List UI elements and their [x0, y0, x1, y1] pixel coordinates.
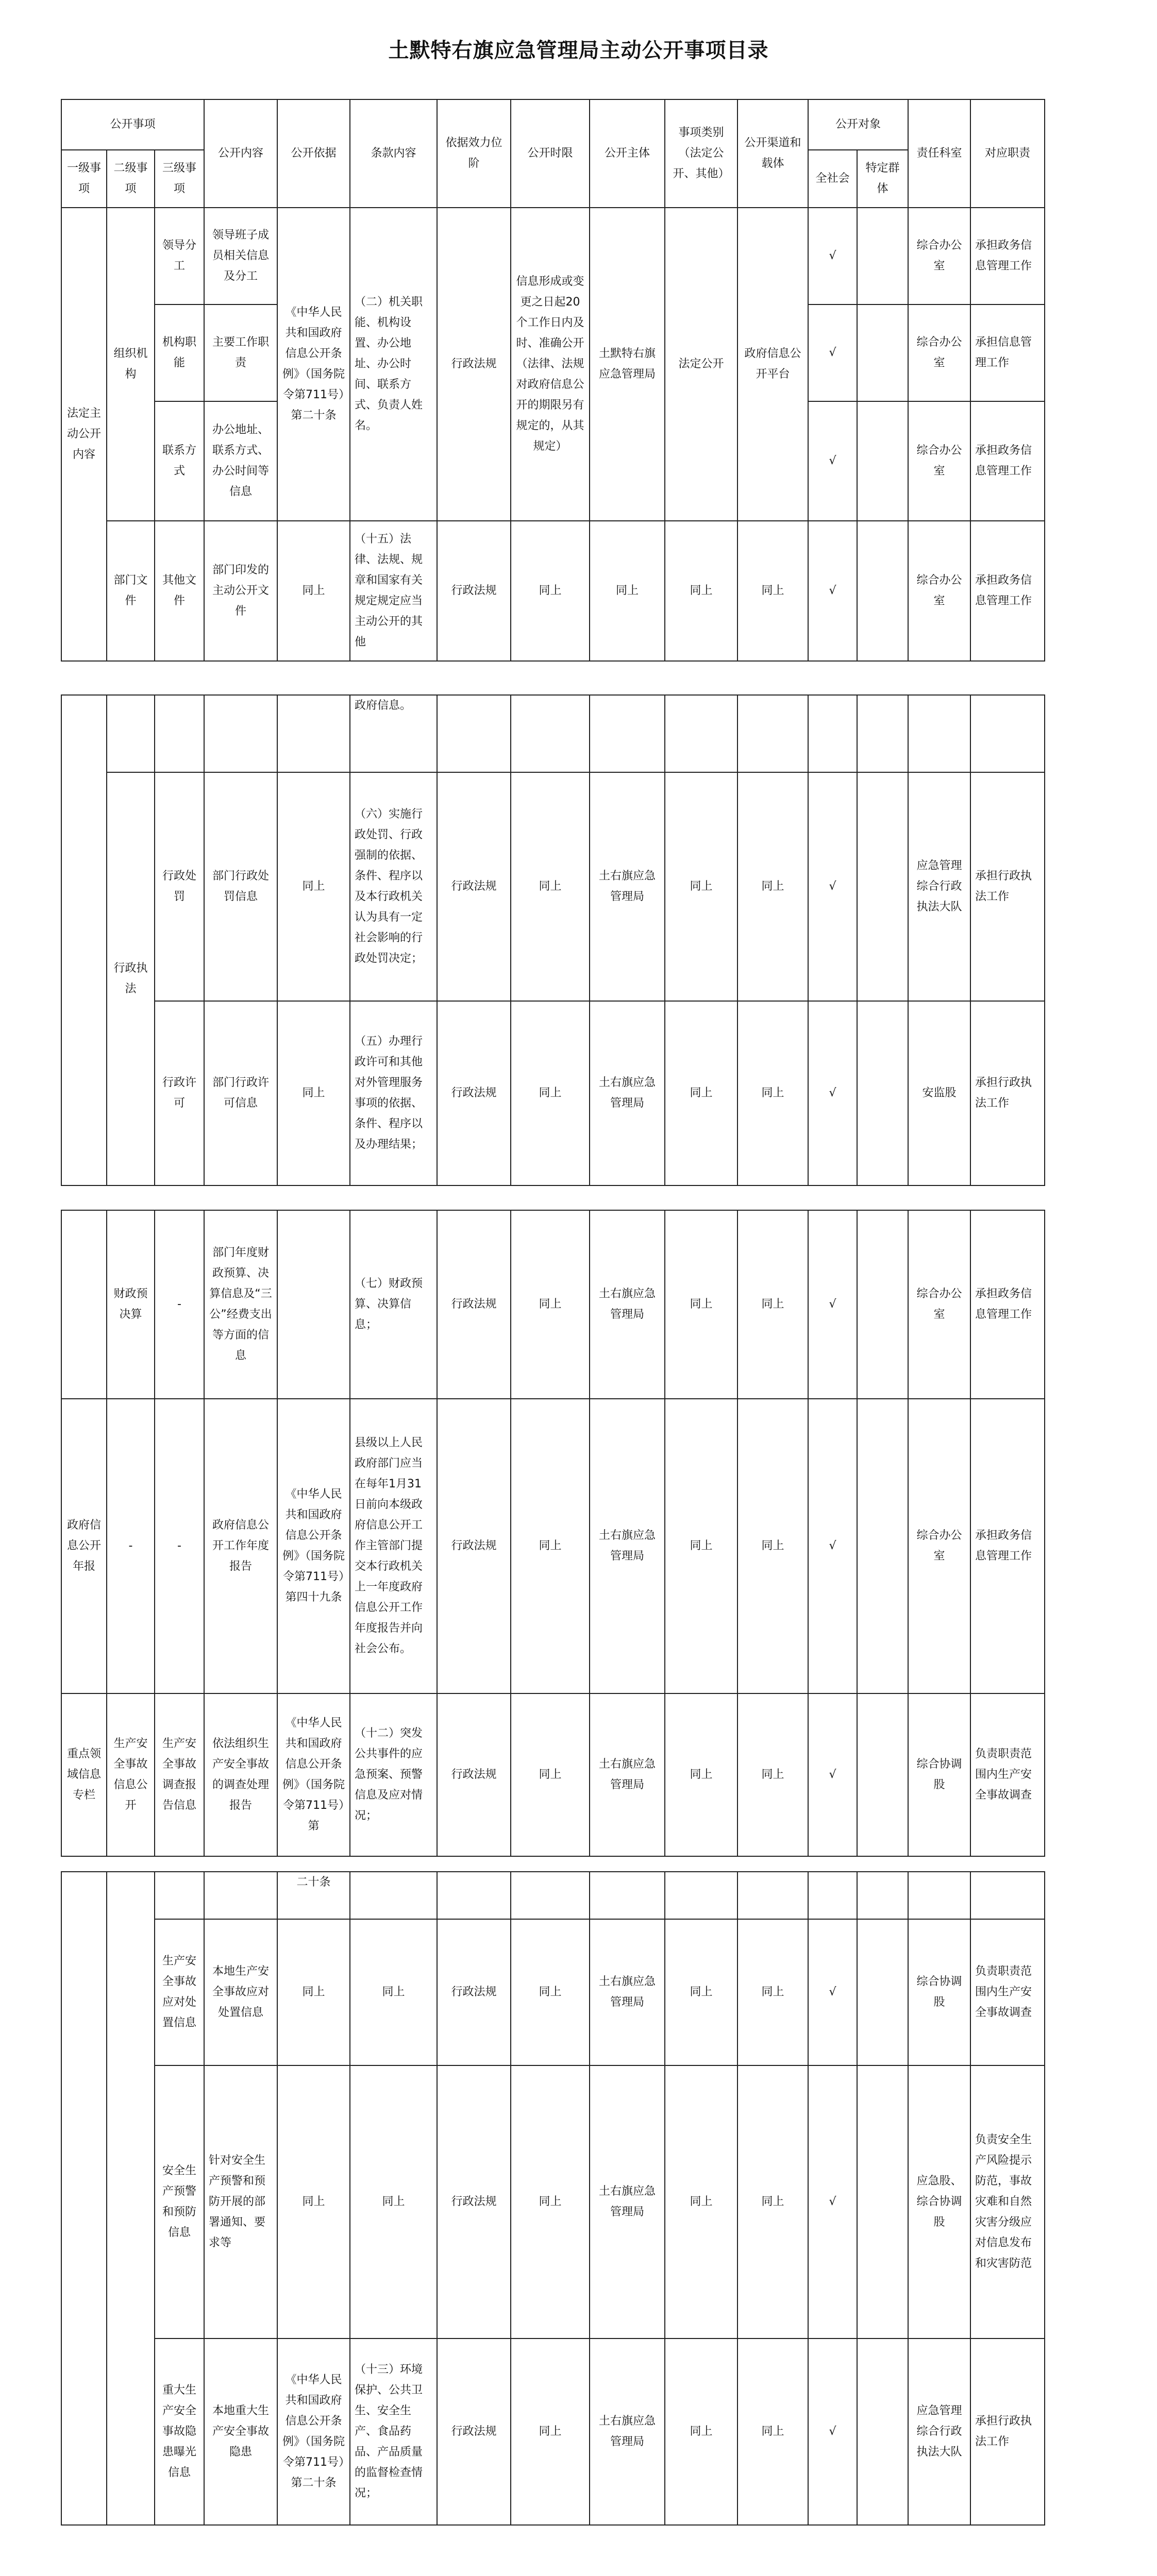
- level3-cell: 联系方式: [155, 401, 204, 521]
- clause-cell: （十三）环境保护、公共卫生、安全生产、食品药品、产品质量的监督检查情况；: [350, 2338, 437, 2525]
- check-specific-cell: [857, 1399, 908, 1693]
- check-all-cell: √: [808, 2338, 857, 2525]
- duty-cell: 承担行政执法工作: [970, 1001, 1045, 1185]
- category-cell: 法定公开: [665, 208, 737, 521]
- header-rank: 依据效力位阶: [437, 99, 511, 208]
- duty-cell: 承担信息管理工作: [970, 304, 1045, 401]
- subject-cell: [590, 1872, 665, 1919]
- directory-table-part-2: [61, 694, 1045, 1186]
- rank-cell: 行政法规: [437, 1001, 511, 1185]
- check-specific-cell: [857, 1210, 908, 1399]
- level1-cell: [61, 1210, 107, 1399]
- duty-cell: 负责职责范围内生产安全事故调查: [970, 1919, 1045, 2065]
- time-cell: 同上: [511, 1693, 590, 1856]
- duty-cell: 承担政务信息管理工作: [970, 401, 1045, 521]
- check-specific-cell: [857, 208, 908, 304]
- dept-cell: 综合协调股: [908, 1693, 970, 1856]
- time-cell: [511, 1872, 590, 1919]
- category-cell: [665, 695, 737, 772]
- level2-cell: 财政预决算: [107, 1210, 155, 1399]
- check-all-cell: √: [808, 1210, 857, 1399]
- clause-cell: 县级以上人民政府部门应当在每年1月31日前向本级政府信息公开工作主管部门提交本行政机关上一年度政府信息公开工作年度报告并向社会公布。: [350, 1399, 437, 1693]
- check-specific-cell: [857, 2338, 908, 2525]
- subject-cell: 土右旗应急管理局: [590, 1693, 665, 1856]
- level2-cell: 行政执法: [107, 772, 155, 1185]
- duty-cell: 负责职责范围内生产安全事故调查: [970, 1693, 1045, 1856]
- time-cell: 同上: [511, 1001, 590, 1185]
- check-all-cell: √: [808, 401, 857, 521]
- header-all: 全社会: [808, 150, 857, 208]
- level1-cell: 法定主动公开内容: [61, 208, 107, 661]
- check-all-cell: √: [808, 521, 857, 661]
- dept-cell: 综合办公室: [908, 401, 970, 521]
- basis-cell: 《中华人民共和国政府信息公开条例》（国务院令第711号）第二十条: [277, 208, 350, 521]
- basis-cell: 二十条: [277, 1872, 350, 1919]
- basis-cell: [277, 695, 350, 772]
- check-all-cell: √: [808, 208, 857, 304]
- basis-cell: 同上: [277, 2065, 350, 2338]
- channel-cell: 政府信息公开平台: [737, 208, 808, 521]
- channel-cell: 同上: [737, 2338, 808, 2525]
- level3-cell: [155, 1872, 204, 1919]
- level1-cell: 重点领域信息专栏: [61, 1693, 107, 1856]
- subject-cell: 土右旗应急管理局: [590, 1001, 665, 1185]
- level3-cell: 生产安全事故应对处置信息: [155, 1919, 204, 2065]
- header-dept: 责任科室: [908, 99, 970, 208]
- check-all-cell: √: [808, 2065, 857, 2338]
- category-cell: [665, 1872, 737, 1919]
- category-cell: 同上: [665, 772, 737, 1001]
- channel-cell: 同上: [737, 772, 808, 1001]
- basis-cell: [277, 1210, 350, 1399]
- subject-cell: 同上: [590, 521, 665, 661]
- channel-cell: [737, 1872, 808, 1919]
- clause-cell: 同上: [350, 1919, 437, 2065]
- check-specific-cell: [857, 1919, 908, 2065]
- level2-cell: 部门文件: [107, 521, 155, 661]
- rank-cell: [437, 695, 511, 772]
- category-cell: 同上: [665, 2338, 737, 2525]
- check-specific-cell: [857, 521, 908, 661]
- check-all-cell: √: [808, 1693, 857, 1856]
- header-duty: 对应职责: [970, 99, 1045, 208]
- time-cell: 同上: [511, 1399, 590, 1693]
- level2-cell: 生产安全事故信息公开: [107, 1693, 155, 1856]
- time-cell: 同上: [511, 1919, 590, 2065]
- dept-cell: 综合办公室: [908, 521, 970, 661]
- duty-cell: 承担政务信息管理工作: [970, 521, 1045, 661]
- duty-cell: 承担政务信息管理工作: [970, 208, 1045, 304]
- level3-cell: 行政许可: [155, 1001, 204, 1185]
- check-all-cell: √: [808, 1399, 857, 1693]
- dept-cell: 应急管理综合行政执法大队: [908, 772, 970, 1001]
- category-cell: 同上: [665, 2065, 737, 2338]
- level2-cell: -: [107, 1399, 155, 1693]
- channel-cell: 同上: [737, 2065, 808, 2338]
- basis-cell: 《中华人民共和国政府信息公开条例》（国务院令第711号）第四十九条: [277, 1399, 350, 1693]
- duty-cell: [970, 1872, 1045, 1919]
- check-specific-cell: [857, 304, 908, 401]
- category-cell: 同上: [665, 1919, 737, 2065]
- content-cell: 部门印发的主动公开文件: [204, 521, 277, 661]
- subject-cell: 土默特右旗应急管理局: [590, 208, 665, 521]
- level2-cell: [107, 1872, 155, 2525]
- header-items: 公开事项: [61, 99, 204, 150]
- channel-cell: 同上: [737, 1693, 808, 1856]
- header-category: 事项类别（法定公开、其他）: [665, 99, 737, 208]
- level3-cell: [155, 695, 204, 772]
- level1-cell: [61, 695, 107, 1185]
- subject-cell: 土右旗应急管理局: [590, 772, 665, 1001]
- level3-cell: 领导分工: [155, 208, 204, 304]
- clause-cell: （十二）突发公共事件的应急预案、预警信息及应对情况；: [350, 1693, 437, 1856]
- header-basis: 公开依据: [277, 99, 350, 208]
- dept-cell: 综合办公室: [908, 1399, 970, 1693]
- content-cell: 部门年度财政预算、决算信息及“三公”经费支出等方面的信息: [204, 1210, 277, 1399]
- level3-cell: -: [155, 1210, 204, 1399]
- category-cell: 同上: [665, 1001, 737, 1185]
- rank-cell: [437, 1872, 511, 1919]
- content-cell: 政府信息公开工作年度报告: [204, 1399, 277, 1693]
- time-cell: 同上: [511, 1210, 590, 1399]
- content-cell: [204, 1872, 277, 1919]
- header-specific: 特定群体: [857, 150, 908, 208]
- rank-cell: 行政法规: [437, 772, 511, 1001]
- clause-cell: （六）实施行政处罚、行政强制的依据、条件、程序以及本行政机关认为具有一定社会影响的行政处罚决定；: [350, 772, 437, 1001]
- check-specific-cell: [857, 401, 908, 521]
- check-all-cell: [808, 695, 857, 772]
- subject-cell: 土右旗应急管理局: [590, 1210, 665, 1399]
- header-content: 公开内容: [204, 99, 277, 208]
- duty-cell: 承担政务信息管理工作: [970, 1399, 1045, 1693]
- basis-cell: 同上: [277, 1919, 350, 2065]
- header-subject: 公开主体: [590, 99, 665, 208]
- check-all-cell: √: [808, 1001, 857, 1185]
- basis-cell: 《中华人民共和国政府信息公开条例》（国务院令第711号）第: [277, 1693, 350, 1856]
- time-cell: [511, 695, 590, 772]
- category-cell: 同上: [665, 1210, 737, 1399]
- level3-cell: 重大生产安全事故隐患曝光信息: [155, 2338, 204, 2525]
- subject-cell: 土右旗应急管理局: [590, 2338, 665, 2525]
- dept-cell: 综合办公室: [908, 304, 970, 401]
- level3-cell: 其他文件: [155, 521, 204, 661]
- header-time: 公开时限: [511, 99, 590, 208]
- channel-cell: 同上: [737, 1001, 808, 1185]
- header-level2: 二级事项: [107, 150, 155, 208]
- duty-cell: 承担行政执法工作: [970, 2338, 1045, 2525]
- duty-cell: 负责安全生产风险提示防范，事故灾难和自然灾害分级应对信息发布和灾害防范: [970, 2065, 1045, 2338]
- dept-cell: 应急管理综合行政执法大队: [908, 2338, 970, 2525]
- content-cell: 本地生产安全事故应对处置信息: [204, 1919, 277, 2065]
- category-cell: 同上: [665, 521, 737, 661]
- dept-cell: 综合协调股: [908, 1919, 970, 2065]
- dept-cell: 应急股、综合协调股: [908, 2065, 970, 2338]
- content-cell: 部门行政许可信息: [204, 1001, 277, 1185]
- channel-cell: 同上: [737, 1399, 808, 1693]
- rank-cell: 行政法规: [437, 2065, 511, 2338]
- duty-cell: 承担政务信息管理工作: [970, 1210, 1045, 1399]
- level3-cell: 生产安全事故调查报告信息: [155, 1693, 204, 1856]
- rank-cell: 行政法规: [437, 1210, 511, 1399]
- dept-cell: [908, 1872, 970, 1919]
- clause-cell: （十五）法律、法规、规章和国家有关规定规定应当主动公开的其他: [350, 521, 437, 661]
- time-cell: 同上: [511, 2338, 590, 2525]
- subject-cell: 土右旗应急管理局: [590, 1919, 665, 2065]
- dept-cell: 综合办公室: [908, 1210, 970, 1399]
- clause-cell: 同上: [350, 2065, 437, 2338]
- channel-cell: 同上: [737, 1210, 808, 1399]
- rank-cell: 行政法规: [437, 1693, 511, 1856]
- dept-cell: 安监股: [908, 1001, 970, 1185]
- time-cell: 同上: [511, 521, 590, 661]
- content-cell: 本地重大生产安全事故隐患: [204, 2338, 277, 2525]
- directory-table-part-3: [61, 1210, 1045, 1857]
- basis-cell: 《中华人民共和国政府信息公开条例》（国务院令第711号）第二十条: [277, 2338, 350, 2525]
- level1-cell: 政府信息公开年报: [61, 1399, 107, 1693]
- rank-cell: 行政法规: [437, 208, 511, 521]
- level3-cell: 行政处罚: [155, 772, 204, 1001]
- page-title: 土默特右旗应急管理局主动公开事项目录: [388, 39, 769, 62]
- directory-table-part-1: [61, 99, 1045, 662]
- time-cell: 同上: [511, 772, 590, 1001]
- time-cell: 信息形成或变更之日起20个工作日内及时、准确公开（法律、法规对政府信息公开的期限另有规定的，从其规定）: [511, 208, 590, 521]
- channel-cell: 同上: [737, 1919, 808, 2065]
- subject-cell: 土右旗应急管理局: [590, 2065, 665, 2338]
- header-channel: 公开渠道和载体: [737, 99, 808, 208]
- check-all-cell: √: [808, 1919, 857, 2065]
- content-cell: 办公地址、联系方式、办公时间等信息: [204, 401, 277, 521]
- dept-cell: 综合办公室: [908, 208, 970, 304]
- rank-cell: 行政法规: [437, 521, 511, 661]
- category-cell: 同上: [665, 1693, 737, 1856]
- content-cell: 部门行政处罚信息: [204, 772, 277, 1001]
- directory-table-part-4: [61, 1871, 1045, 2526]
- subject-cell: 土右旗应急管理局: [590, 1399, 665, 1693]
- clause-cell: （二）机关职能、机构设置、办公地址、办公时间、联系方式、负责人姓名。: [350, 208, 437, 521]
- clause-cell: 政府信息。: [350, 695, 437, 772]
- level3-cell: 机构职能: [155, 304, 204, 401]
- rank-cell: 行政法规: [437, 2338, 511, 2525]
- header-level1: 一级事项: [61, 150, 107, 208]
- check-specific-cell: [857, 1872, 908, 1919]
- check-specific-cell: [857, 2065, 908, 2338]
- check-specific-cell: [857, 1693, 908, 1856]
- level3-cell: -: [155, 1399, 204, 1693]
- content-cell: 主要工作职责: [204, 304, 277, 401]
- check-all-cell: √: [808, 772, 857, 1001]
- header-level3: 三级事项: [155, 150, 204, 208]
- check-all-cell: [808, 1872, 857, 1919]
- duty-cell: [970, 695, 1045, 772]
- clause-cell: （七）财政预算、决算信息；: [350, 1210, 437, 1399]
- level1-cell: [61, 1872, 107, 2525]
- clause-cell: [350, 1872, 437, 1919]
- channel-cell: [737, 695, 808, 772]
- duty-cell: 承担行政执法工作: [970, 772, 1045, 1001]
- clause-cell: （五）办理行政许可和其他对外管理服务事项的依据、条件、程序以及办理结果；: [350, 1001, 437, 1185]
- check-specific-cell: [857, 1001, 908, 1185]
- basis-cell: 同上: [277, 521, 350, 661]
- rank-cell: 行政法规: [437, 1399, 511, 1693]
- subject-cell: [590, 695, 665, 772]
- content-cell: 针对安全生产预警和预防开展的部署通知、要求等: [204, 2065, 277, 2338]
- time-cell: 同上: [511, 2065, 590, 2338]
- rank-cell: 行政法规: [437, 1919, 511, 2065]
- level3-cell: 安全生产预警和预防信息: [155, 2065, 204, 2338]
- level2-cell: [107, 695, 155, 772]
- header-clause: 条款内容: [350, 99, 437, 208]
- check-all-cell: √: [808, 304, 857, 401]
- content-cell: [204, 695, 277, 772]
- content-cell: 依法组织生产安全事故的调查处理报告: [204, 1693, 277, 1856]
- basis-cell: 同上: [277, 1001, 350, 1185]
- dept-cell: [908, 695, 970, 772]
- header-target: 公开对象: [808, 99, 908, 150]
- channel-cell: 同上: [737, 521, 808, 661]
- content-cell: 领导班子成员相关信息及分工: [204, 208, 277, 304]
- basis-cell: 同上: [277, 772, 350, 1001]
- check-specific-cell: [857, 772, 908, 1001]
- level2-cell: 组织机构: [107, 208, 155, 521]
- check-specific-cell: [857, 695, 908, 772]
- category-cell: 同上: [665, 1399, 737, 1693]
